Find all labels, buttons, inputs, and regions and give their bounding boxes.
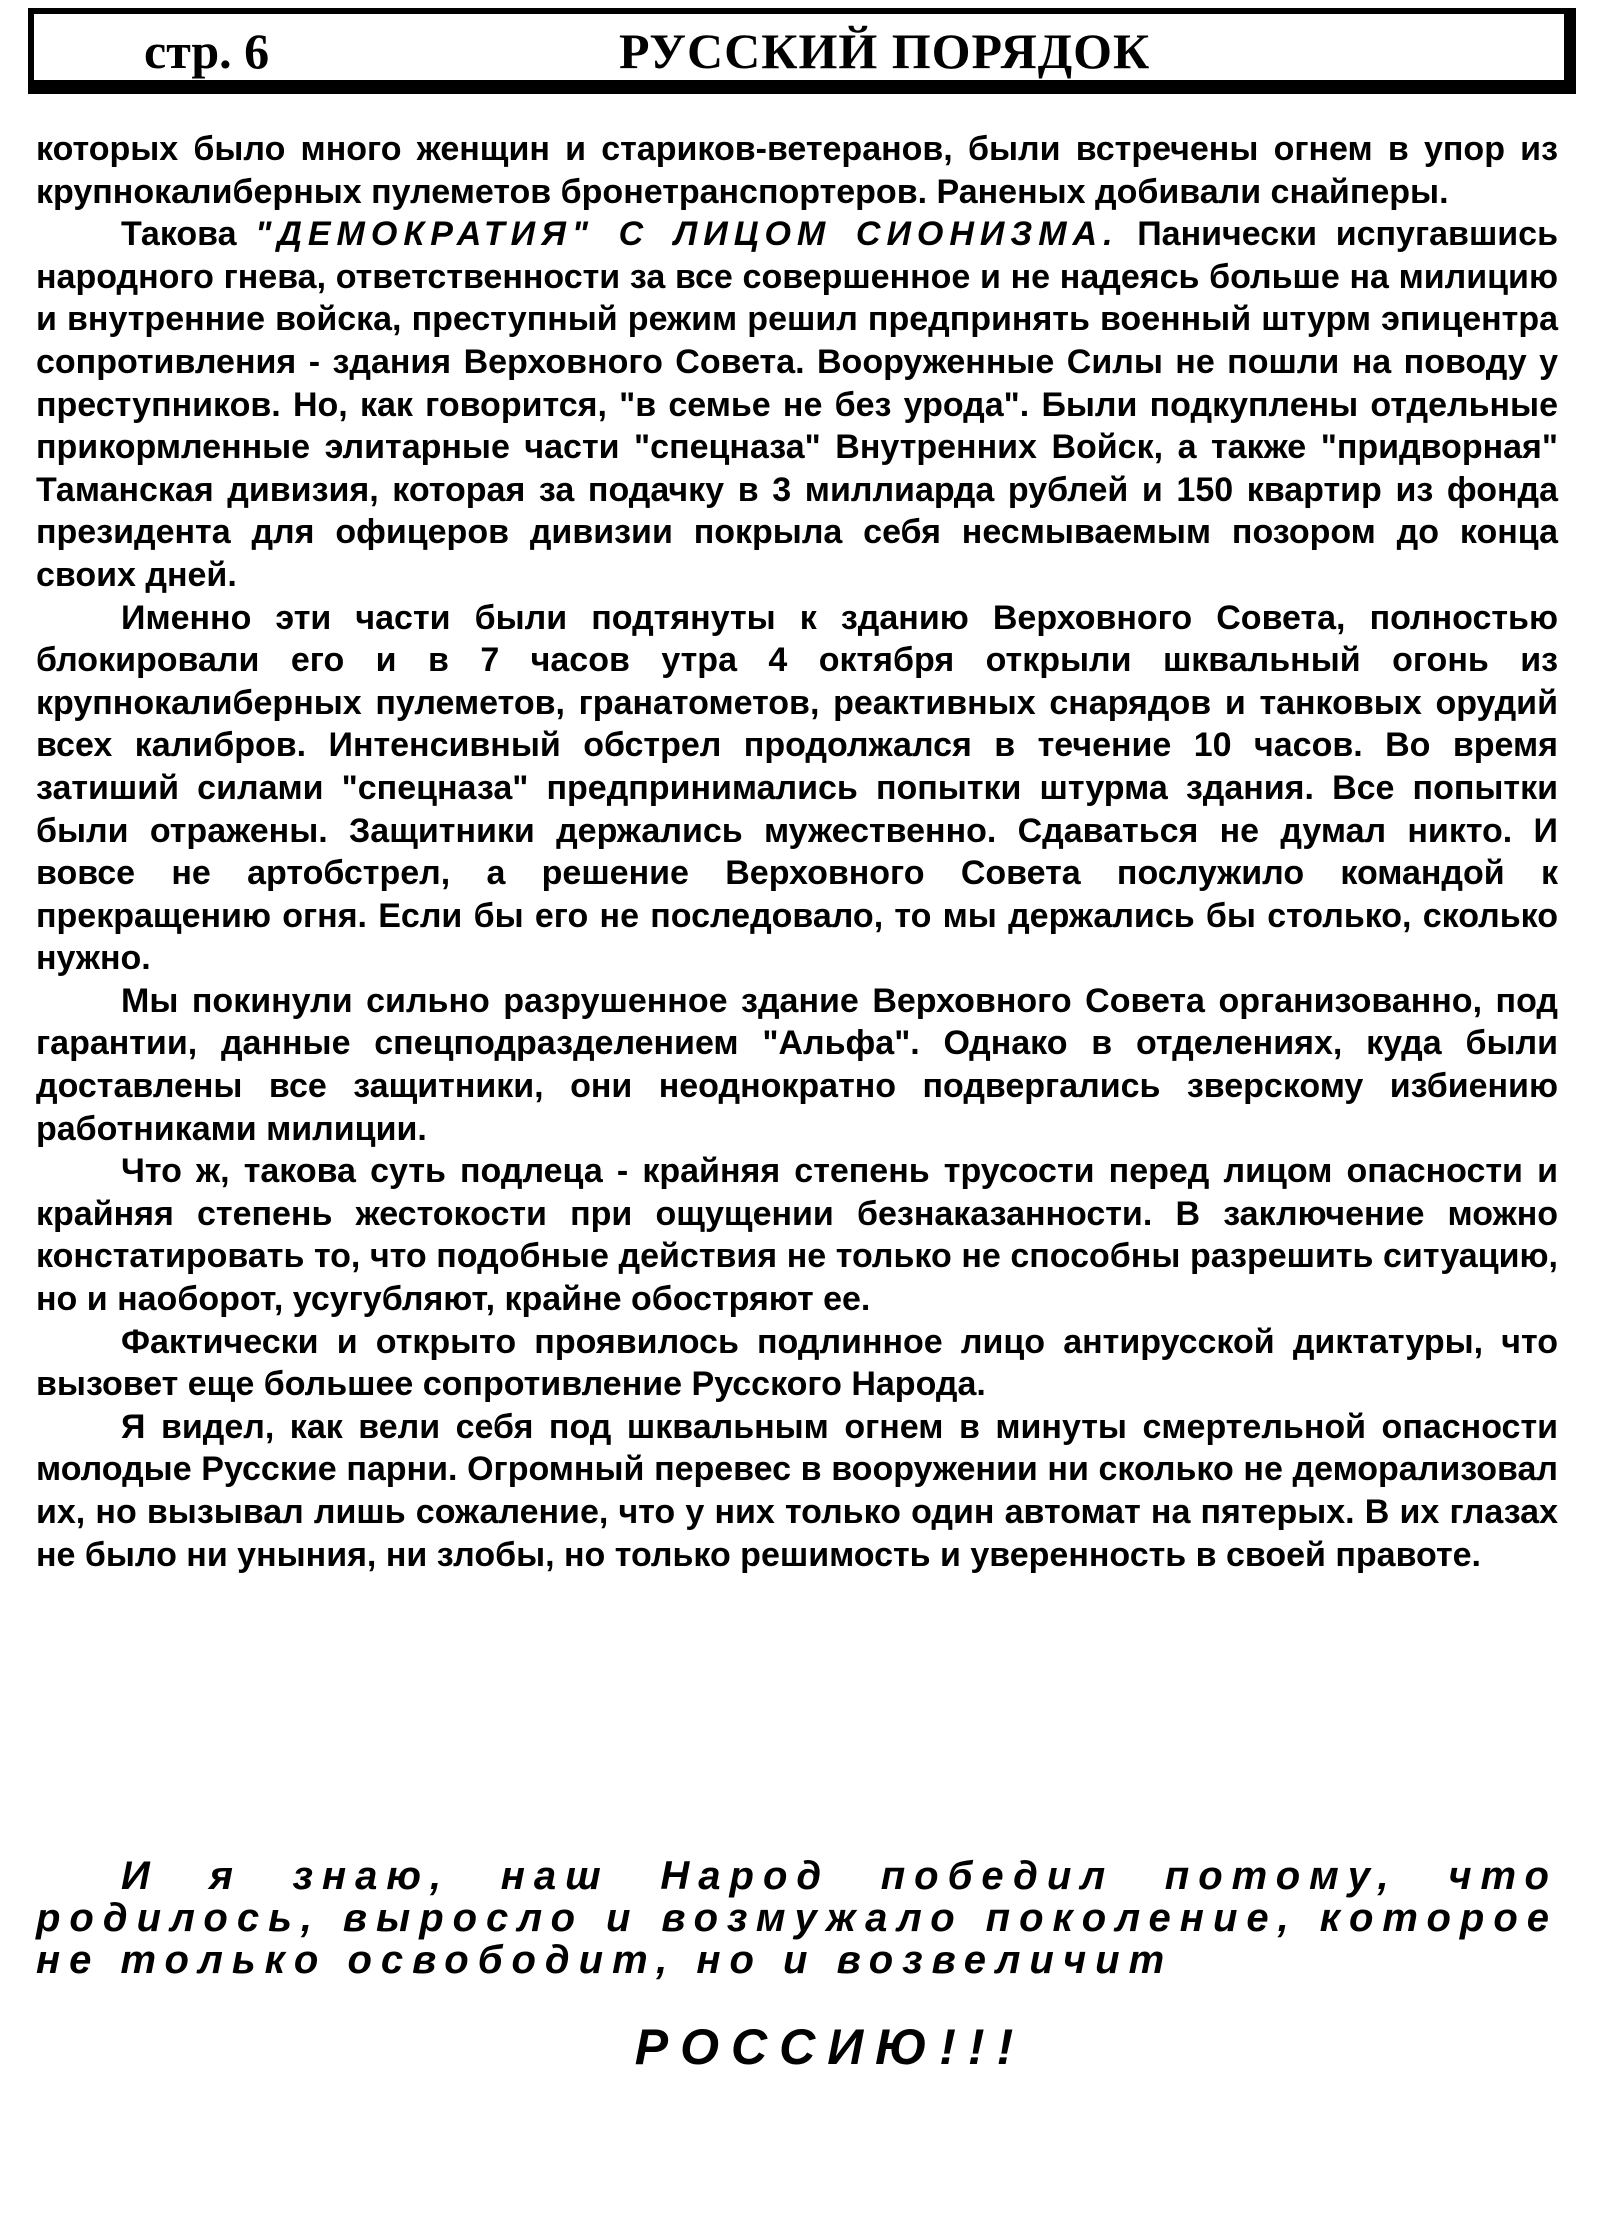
paragraph-6: Фактически и открыто проявилось подлинное лицо антирусской диктатуры, что вызовет еще большее сопротивление Русского Народа. <box>36 1322 1558 1404</box>
paragraph-1: которых было много женщин и стариков-ветеранов, были встречены огнем в упор из крупнокалиберных пулеметов бронетранспортеров. Раненых добивали снайперы. <box>36 130 1558 211</box>
article-body <box>36 128 1558 1576</box>
paragraph-4: Мы покинули сильно разрушенное здание Верховного Совета организованно, под гарантии, данные спецподразделением "Альфа". Однако в отделениях, куда были доставлены все защитники, они неоднократно подвергались зверскому избиению работниками милиции. <box>36 981 1558 1148</box>
newspaper-title: РУССКИЙ ПОРЯДОК <box>619 23 1151 79</box>
paragraph-5: Что ж, такова суть подлеца - крайняя степень трусости перед лицом опасности и крайняя степень жестокости при ощущении безнаказанности. В заключение можно констатировать то, что подобные действия не только не способны разрешить ситуацию, но и наоборот, усугубляют, крайне обостряют ее. <box>36 1152 1558 1319</box>
page-number: стр. 6 <box>144 23 270 79</box>
paragraph-7: Я видел, как вели себя под шквальным огнем в минуты смертельной опасности молодые Русские парни. Огромный перевес в вооружении ни сколько не деморализовал их, но вызывал лишь сожаление, что у них только один автомат на пятерых. В их глазах не было ни уныния, ни злобы, но только решимость и уверенность в своей правоте. <box>36 1407 1558 1574</box>
paragraph-3: Именно эти части были подтянуты к зданию Верховного Совета, полностью блокировали его и в 7 часов утра 4 октября открыли шквальный огонь из крупнокалиберных пулеметов, гранатометов, реактивных снарядов и танковых орудий всех калибров. Интенсивный обстрел продолжался в течение 10 часов. Во время затиший силами "спецназа" предпринимались попытки штурма здания. Все попытки были отражены. Защитники держались мужественно. Сдаваться не думал никто. И вовсе не артобстрел, а решение Верховного Совета послужило командой к прекращению огня. Если бы его не последовало, то мы держались бы столько, сколько нужно. <box>36 598 1558 978</box>
paragraph-2-emphasis: "ДЕМОКРАТИЯ" С ЛИЦОМ СИОНИЗМА. <box>255 215 1119 254</box>
paragraph-2 <box>36 213 1558 596</box>
page-header <box>28 8 1576 94</box>
closing-final-word: РОССИЮ!!! <box>634 2019 1026 2075</box>
closing-statement: И я знаю, наш Народ победил потому, что родилось, выросло и возмужало поколение, которое не только освободит, но и возвеличит <box>36 1854 1558 1982</box>
paragraph-2-rest: Панически испугавшись народного гнева, ответственности за все совершенное и не надеясь больше на милицию и внутренние войска, преступный режим решил предпринять военный штурм эпицентра сопротивления - здания Верховного Совета. Вооруженные Силы не пошли на поводу у преступников. Но, как говорится, "в семье не без урода". Были подкуплены отдельные прикормленные элитарные части "спецназа" Внутренних Войск, а также "придворная" Таманская дивизия, которая за подачку в 3 миллиарда рублей и 150 квартир из фонда президента для офицеров дивизии покрыла себя несмываемым позором до конца своих дней. <box>36 215 1558 594</box>
paragraph-2-lead: Такова <box>121 215 237 254</box>
